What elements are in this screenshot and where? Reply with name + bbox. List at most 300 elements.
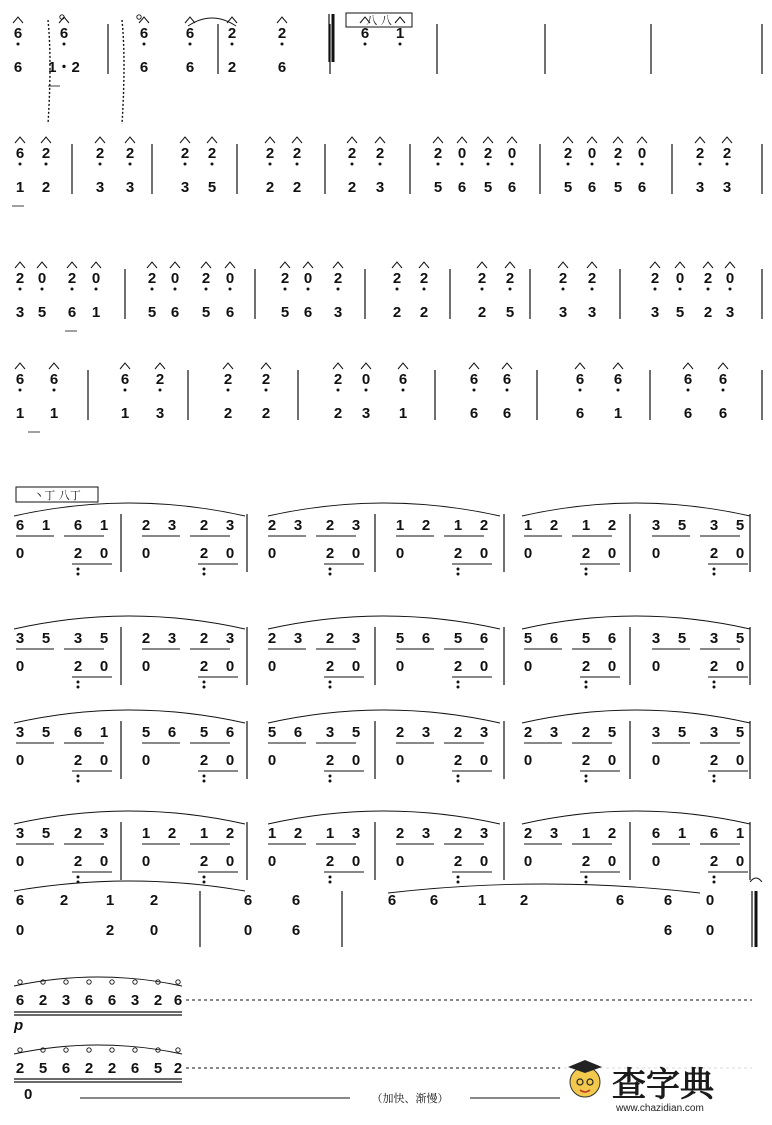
accent-mark xyxy=(361,363,371,369)
lower-note: 3 xyxy=(180,179,190,196)
upper-note: 0 xyxy=(303,270,313,287)
octave-dot xyxy=(307,288,310,291)
upper-note: 5 xyxy=(735,724,745,741)
lower-note: 0 xyxy=(99,658,109,675)
upper-note: 6 xyxy=(173,992,183,1009)
octave-dot xyxy=(329,573,332,576)
upper-note: 1 xyxy=(677,825,687,842)
octave-dot xyxy=(379,163,382,166)
accent-mark xyxy=(722,137,732,143)
upper-note: 0 xyxy=(37,270,47,287)
upper-note: 0 xyxy=(705,892,715,909)
upper-note: 3 xyxy=(549,724,559,741)
upper-note: 6 xyxy=(185,25,195,42)
octave-dot xyxy=(713,775,716,778)
octave-dot xyxy=(53,389,56,392)
accent-mark xyxy=(613,363,623,369)
upper-note: 6 xyxy=(421,630,431,647)
accent-mark xyxy=(683,363,693,369)
upper-note: 0 xyxy=(170,270,180,287)
upper-note: 1 xyxy=(325,825,335,842)
upper-note: 2 xyxy=(149,892,159,909)
lower-note: 1 xyxy=(15,179,25,196)
octave-dot xyxy=(71,288,74,291)
octave-dot xyxy=(506,389,509,392)
lower-note: 0 xyxy=(351,545,361,562)
lower-note: 0 xyxy=(15,658,25,675)
accent-mark xyxy=(392,262,402,268)
upper-note: 0 xyxy=(675,270,685,287)
accent-mark xyxy=(41,137,51,143)
octave-dot xyxy=(329,681,332,684)
lower-note: 2 xyxy=(73,853,83,870)
lower-note: 6 xyxy=(130,1060,140,1077)
upper-note: 5 xyxy=(141,724,151,741)
upper-note: 2 xyxy=(587,270,597,287)
octave-dot xyxy=(151,288,154,291)
upper-note: 6 xyxy=(398,371,408,388)
upper-note: 6 xyxy=(120,371,130,388)
upper-note: 0 xyxy=(361,371,371,388)
accent-mark xyxy=(37,262,47,268)
upper-note: 2 xyxy=(15,270,25,287)
phrase-slur xyxy=(14,503,245,516)
octave-dot xyxy=(203,876,206,879)
upper-note: 0 xyxy=(507,145,517,162)
lower-note: 0 xyxy=(225,658,235,675)
octave-dot xyxy=(487,163,490,166)
lower-note: 2 xyxy=(223,405,233,422)
octave-dot xyxy=(585,686,588,689)
octave-dot xyxy=(562,288,565,291)
upper-note: 2 xyxy=(325,517,335,534)
upper-note: 6 xyxy=(15,517,25,534)
accent-mark xyxy=(265,137,275,143)
octave-dot xyxy=(591,288,594,291)
phrase-slur xyxy=(522,710,750,723)
octave-dot xyxy=(19,163,22,166)
lower-note: 0 xyxy=(141,752,151,769)
octave-dot xyxy=(203,573,206,576)
accent-mark xyxy=(225,262,235,268)
octave-dot xyxy=(457,686,460,689)
phrase-slur xyxy=(14,1045,182,1054)
upper-note: 6 xyxy=(13,25,23,42)
upper-note: 2 xyxy=(227,25,237,42)
accent-mark xyxy=(703,262,713,268)
upper-note: 6 xyxy=(651,825,661,842)
upper-note: 2 xyxy=(261,371,271,388)
lower-note: 0 xyxy=(243,922,253,939)
upper-note: 2 xyxy=(201,270,211,287)
octave-dot xyxy=(579,389,582,392)
upper-note: 1 xyxy=(199,825,209,842)
upper-note: 6 xyxy=(15,892,25,909)
lower-note: 0 xyxy=(607,545,617,562)
octave-dot xyxy=(351,163,354,166)
upper-note: 3 xyxy=(651,724,661,741)
upper-note: 1 xyxy=(105,892,115,909)
upper-note: 6 xyxy=(15,371,25,388)
lower-note: 6 xyxy=(303,304,313,321)
upper-note: 6 xyxy=(293,724,303,741)
lower-note: 2 xyxy=(199,853,209,870)
octave-dot xyxy=(481,288,484,291)
lower-note: 3 xyxy=(155,405,165,422)
upper-note: 2 xyxy=(67,270,77,287)
lower-note: 2 xyxy=(292,179,302,196)
octave-dot xyxy=(265,389,268,392)
upper-note: 3 xyxy=(225,630,235,647)
lower-note: 2 xyxy=(325,658,335,675)
octave-dot xyxy=(457,876,460,879)
octave-dot xyxy=(722,389,725,392)
upper-note: 2 xyxy=(395,724,405,741)
octave-dot xyxy=(143,43,146,46)
boxed-mark-text: 丶丁 八丁 xyxy=(33,489,81,502)
lower-note: 6 xyxy=(225,304,235,321)
lower-note: 2 xyxy=(107,1060,117,1077)
octave-dot xyxy=(19,389,22,392)
upper-note: 2 xyxy=(549,517,559,534)
octave-dot xyxy=(203,881,206,884)
octave-dot xyxy=(227,389,230,392)
upper-note: 5 xyxy=(453,630,463,647)
lower-note: 2 xyxy=(453,658,463,675)
upper-note: 5 xyxy=(677,630,687,647)
upper-note: 1 xyxy=(141,825,151,842)
accent-mark xyxy=(15,262,25,268)
upper-note: 2 xyxy=(453,825,463,842)
lower-note: 0 xyxy=(225,545,235,562)
accent-mark xyxy=(398,363,408,369)
accent-mark xyxy=(395,17,405,23)
upper-note: 6 xyxy=(73,724,83,741)
upper-note: 0 xyxy=(725,270,735,287)
watermark-text: 查字典 xyxy=(612,1065,714,1105)
octave-dot xyxy=(41,288,44,291)
accent-mark xyxy=(333,363,343,369)
dynamic-mark: p xyxy=(14,1017,24,1034)
octave-dot xyxy=(77,876,80,879)
lower-note: 2 xyxy=(703,304,713,321)
upper-note: 2 xyxy=(325,630,335,647)
system-3 xyxy=(15,262,762,331)
upper-note: 6 xyxy=(469,371,479,388)
octave-dot xyxy=(699,163,702,166)
upper-note: 1 xyxy=(581,825,591,842)
accent-mark xyxy=(125,137,135,143)
upper-note: 6 xyxy=(15,145,25,162)
upper-note: 6 xyxy=(613,371,623,388)
accent-mark xyxy=(725,262,735,268)
lower-note: 6 xyxy=(637,179,647,196)
octave-dot xyxy=(585,568,588,571)
accent-mark xyxy=(505,262,515,268)
octave-dot xyxy=(203,686,206,689)
upper-note: 2 xyxy=(395,825,405,842)
octave-dot xyxy=(365,389,368,392)
octave-dot xyxy=(229,288,232,291)
accent-mark xyxy=(261,363,271,369)
upper-note: 5 xyxy=(677,724,687,741)
upper-note: 6 xyxy=(387,892,397,909)
octave-dot xyxy=(585,881,588,884)
octave-dot xyxy=(77,780,80,783)
lower-note: 2 xyxy=(709,545,719,562)
lower-note: 6 xyxy=(170,304,180,321)
octave-dot xyxy=(509,288,512,291)
upper-note: 5 xyxy=(41,724,51,741)
upper-note: 2 xyxy=(703,270,713,287)
phrase-slur xyxy=(14,811,245,824)
lower-note: 0 xyxy=(267,853,277,870)
octave-dot xyxy=(337,389,340,392)
upper-note: 2 xyxy=(141,630,151,647)
lower-note: 2 xyxy=(199,658,209,675)
upper-note: 2 xyxy=(180,145,190,162)
upper-note: 2 xyxy=(73,825,83,842)
lower-note: 0 xyxy=(735,853,745,870)
octave-dot xyxy=(269,163,272,166)
octave-dot xyxy=(77,573,80,576)
upper-note: 6 xyxy=(15,992,25,1009)
upper-note: 5 xyxy=(351,724,361,741)
phrase-slur xyxy=(522,616,750,629)
upper-note: 2 xyxy=(695,145,705,162)
phrase-slur xyxy=(14,881,245,891)
duet-system-4 xyxy=(14,811,750,884)
upper-note: 3 xyxy=(225,517,235,534)
system-2 xyxy=(12,137,762,206)
lower-note: 6 xyxy=(457,179,467,196)
accent-mark xyxy=(507,137,517,143)
upper-note: 5 xyxy=(523,630,533,647)
upper-note: 2 xyxy=(225,825,235,842)
harmonic-circle xyxy=(133,1048,137,1052)
duet-system-3 xyxy=(14,710,750,783)
harmonic-circle xyxy=(133,980,137,984)
upper-note: 0 xyxy=(587,145,597,162)
octave-dot xyxy=(329,686,332,689)
harmonic-circle xyxy=(18,1048,22,1052)
lower-note: 6 xyxy=(13,59,23,76)
octave-dot xyxy=(641,163,644,166)
octave-dot xyxy=(284,288,287,291)
accent-mark xyxy=(207,137,217,143)
lower-note: 0 xyxy=(607,853,617,870)
lower-note: 0 xyxy=(479,853,489,870)
lower-note: 0 xyxy=(351,658,361,675)
octave-dot xyxy=(729,288,732,291)
upper-note: 2 xyxy=(479,517,489,534)
octave-dot xyxy=(184,163,187,166)
accent-mark xyxy=(49,363,59,369)
octave-dot xyxy=(99,163,102,166)
accent-mark xyxy=(303,262,313,268)
lower-note: 5 xyxy=(675,304,685,321)
harmonic-circle xyxy=(110,1048,114,1052)
octave-dot xyxy=(585,876,588,879)
octave-dot xyxy=(329,780,332,783)
octave-dot xyxy=(203,780,206,783)
upper-note: 1 xyxy=(267,825,277,842)
octave-dot xyxy=(77,775,80,778)
accent-mark xyxy=(120,363,130,369)
octave-dot xyxy=(396,288,399,291)
upper-note: 3 xyxy=(421,724,431,741)
octave-dot xyxy=(567,163,570,166)
lower-note: 0 xyxy=(149,922,159,939)
upper-note: 3 xyxy=(15,630,25,647)
upper-note: 2 xyxy=(333,270,343,287)
octave-dot xyxy=(591,163,594,166)
lower-note: 3 xyxy=(125,179,135,196)
lower-note: 3 xyxy=(375,179,385,196)
accent-mark xyxy=(433,137,443,143)
octave-dot xyxy=(713,573,716,576)
lower-note: 0 xyxy=(351,752,361,769)
lower-note: 2 xyxy=(453,752,463,769)
upper-note: 5 xyxy=(41,630,51,647)
upper-note: 3 xyxy=(99,825,109,842)
upper-note: 2 xyxy=(421,517,431,534)
lower-note: 2 xyxy=(581,545,591,562)
octave-dot xyxy=(77,686,80,689)
octave-dot xyxy=(77,681,80,684)
upper-note: 6 xyxy=(607,630,617,647)
upper-note: 2 xyxy=(453,724,463,741)
upper-note: 2 xyxy=(607,825,617,842)
lower-note: 5 xyxy=(613,179,623,196)
lower-note: 0 xyxy=(735,545,745,562)
lower-note: 0 xyxy=(395,658,405,675)
upper-note: 2 xyxy=(392,270,402,287)
harmonic-circle xyxy=(64,980,68,984)
upper-note: 2 xyxy=(293,825,303,842)
upper-note: 6 xyxy=(709,825,719,842)
upper-note: 2 xyxy=(41,145,51,162)
upper-note: 6 xyxy=(575,371,585,388)
lower-note: 2 xyxy=(265,179,275,196)
lower-note: 2 xyxy=(333,405,343,422)
upper-note: 3 xyxy=(130,992,140,1009)
accent-mark xyxy=(419,262,429,268)
lower-note: 2 xyxy=(261,405,271,422)
accent-mark xyxy=(347,137,357,143)
lower-note: 6 xyxy=(502,405,512,422)
lower-note: 0 xyxy=(15,853,25,870)
upper-note: 2 xyxy=(558,270,568,287)
tremolo-line xyxy=(122,20,124,124)
accent-mark xyxy=(185,17,195,23)
upper-note: 5 xyxy=(607,724,617,741)
lower-note: 6 xyxy=(277,59,287,76)
lower-note: 6 xyxy=(575,405,585,422)
octave-dot xyxy=(423,288,426,291)
duet-system-5 xyxy=(14,878,762,947)
lower-note: 0 xyxy=(479,752,489,769)
upper-note: 6 xyxy=(549,630,559,647)
upper-note: 2 xyxy=(613,145,623,162)
lower-note: 0 xyxy=(15,545,25,562)
upper-note: 2 xyxy=(147,270,157,287)
octave-dot xyxy=(189,43,192,46)
upper-note: 6 xyxy=(167,724,177,741)
upper-note: 0 xyxy=(225,270,235,287)
upper-note: 1 xyxy=(99,517,109,534)
phrase-slur xyxy=(14,616,245,629)
lower-note: 2 xyxy=(453,545,463,562)
lower-note: 0 xyxy=(141,658,151,675)
lower-note: 5 xyxy=(153,1060,163,1077)
lower-note: 2 xyxy=(709,752,719,769)
octave-dot xyxy=(337,288,340,291)
lower-note: 0 xyxy=(99,752,109,769)
lower-note: 0 xyxy=(267,545,277,562)
upper-note: 3 xyxy=(325,724,335,741)
accent-mark xyxy=(587,137,597,143)
upper-note: 2 xyxy=(207,145,217,162)
upper-note: 0 xyxy=(91,270,101,287)
lower-note: 1 xyxy=(120,405,130,422)
octave-dot xyxy=(399,43,402,46)
lower-note: 6 xyxy=(683,405,693,422)
upper-note: 2 xyxy=(277,25,287,42)
accent-mark xyxy=(155,363,165,369)
watermark xyxy=(560,1060,760,1114)
upper-note: 5 xyxy=(267,724,277,741)
octave-dot xyxy=(329,775,332,778)
lower-note: 2 xyxy=(581,853,591,870)
upper-note: 6 xyxy=(718,371,728,388)
upper-note: 2 xyxy=(483,145,493,162)
lower-note: 2 xyxy=(199,752,209,769)
upper-note: 2 xyxy=(95,145,105,162)
octave-dot xyxy=(457,568,460,571)
lower-note: 5 xyxy=(147,304,157,321)
lower-note: 0 xyxy=(651,752,661,769)
lower-note: 5 xyxy=(38,1060,48,1077)
upper-note: 2 xyxy=(523,724,533,741)
upper-note: 5 xyxy=(735,517,745,534)
upper-note: 3 xyxy=(61,992,71,1009)
octave-dot xyxy=(402,389,405,392)
accent-mark xyxy=(483,137,493,143)
accent-mark xyxy=(180,137,190,143)
lower-note: 3 xyxy=(15,304,25,321)
lower-note: 0 xyxy=(523,752,533,769)
lower-note: 0 xyxy=(607,658,617,675)
lower-note: 6 xyxy=(61,1060,71,1077)
lower-note: 2 xyxy=(325,545,335,562)
octave-dot xyxy=(585,573,588,576)
upper-note: 2 xyxy=(267,517,277,534)
lower-note: 0 xyxy=(651,545,661,562)
upper-note: 3 xyxy=(351,630,361,647)
upper-note: 6 xyxy=(107,992,117,1009)
lower-note: 0 xyxy=(225,752,235,769)
upper-note: 6 xyxy=(49,371,59,388)
accent-mark xyxy=(375,137,385,143)
lower-note: 2 xyxy=(325,752,335,769)
lower-note: 3 xyxy=(587,304,597,321)
lower-note: 5 xyxy=(201,304,211,321)
octave-dot xyxy=(174,288,177,291)
octave-dot xyxy=(457,573,460,576)
upper-note: 1 xyxy=(99,724,109,741)
lower-note: 0 xyxy=(523,853,533,870)
